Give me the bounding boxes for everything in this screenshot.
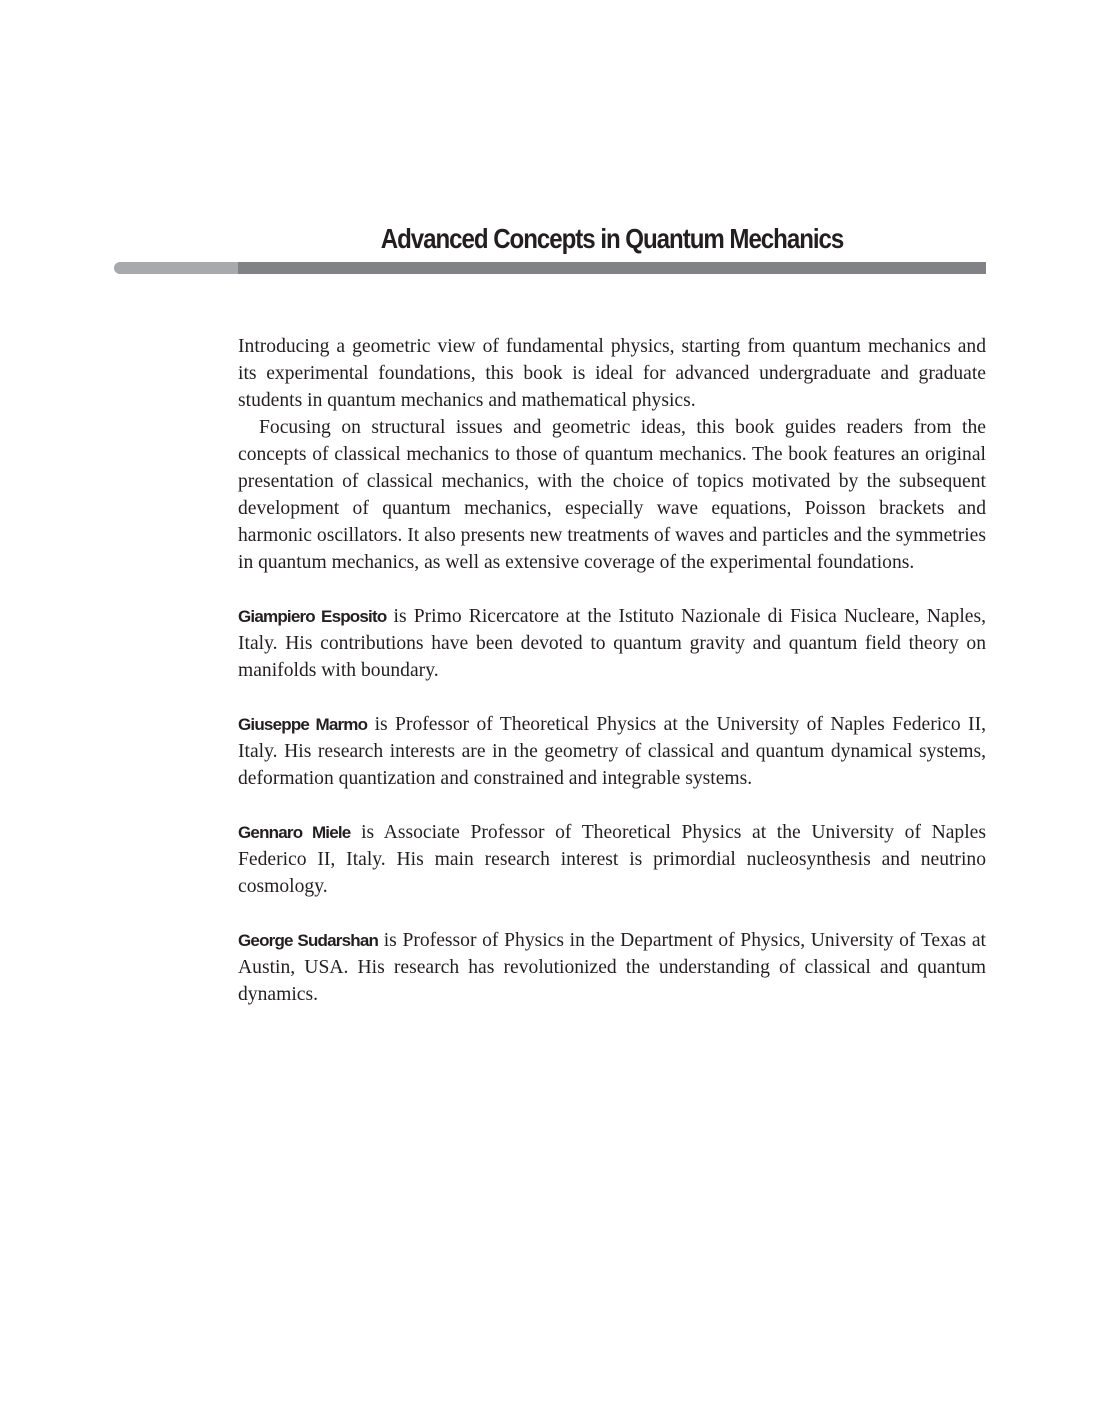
description-paragraph-1: Introducing a geometric view of fundamental physics, starting from quantum mechanics and its experimental foundations, this book is ideal for advanced undergraduate and graduate students in quantum mechanics and mathematical physics. xyxy=(238,336,986,411)
page-title: Advanced Concepts in Quantum Mechanics xyxy=(380,223,844,254)
author-bio-text: is Professor of Physics in the Department of Physics, University of Texas at Austin, USA. His research has revolutionized the understanding of classical and quantum dynamics. xyxy=(238,930,986,1005)
author-name: Gennaro Miele xyxy=(238,823,351,842)
title-rule-accent xyxy=(114,262,246,274)
author-bio-text: is Professor of Theoretical Physics at the University of Naples Federico II, Italy. His research interests are in the geometry of classical and quantum dynamical systems, deformation quantization and constrained and integrable systems. xyxy=(238,714,987,789)
body-text xyxy=(238,333,986,1008)
author-name: George Sudarshan xyxy=(238,931,379,950)
description-paragraph-2: Focusing on structural issues and geometric ideas, this book guides readers from the concepts of classical mechanics to those of quantum mechanics. The book features an original presentation of classical mechanics, with the choice of topics motivated by the subsequent development of quantum mechanics, especially wave equations, Poisson brackets and harmonic oscillators. It also presents new treatments of waves and particles and the symmetries in quantum mechanics, as well as extensive coverage of the experimental foundations. xyxy=(238,417,986,573)
author-bio-text: is Primo Ricercatore at the Istituto Nazionale di Fisica Nucleare, Naples, Italy. His contributions have been devoted to quantum gravity and quantum field theory on manifolds with boundary. xyxy=(238,606,987,681)
author-bio-sudarshan xyxy=(238,927,986,1008)
author-bio-esposito xyxy=(238,603,986,684)
author-bio-miele xyxy=(238,819,986,900)
author-bio-marmo xyxy=(238,711,986,792)
author-name: Giampiero Esposito xyxy=(238,607,387,626)
title-rule xyxy=(238,262,986,274)
author-bio-text: is Associate Professor of Theoretical Physics at the University of Naples Federico II, Italy. His main research interest is primordial nucleosynthesis and neutrino cosmology. xyxy=(238,822,986,897)
author-name: Giuseppe Marmo xyxy=(238,715,368,734)
